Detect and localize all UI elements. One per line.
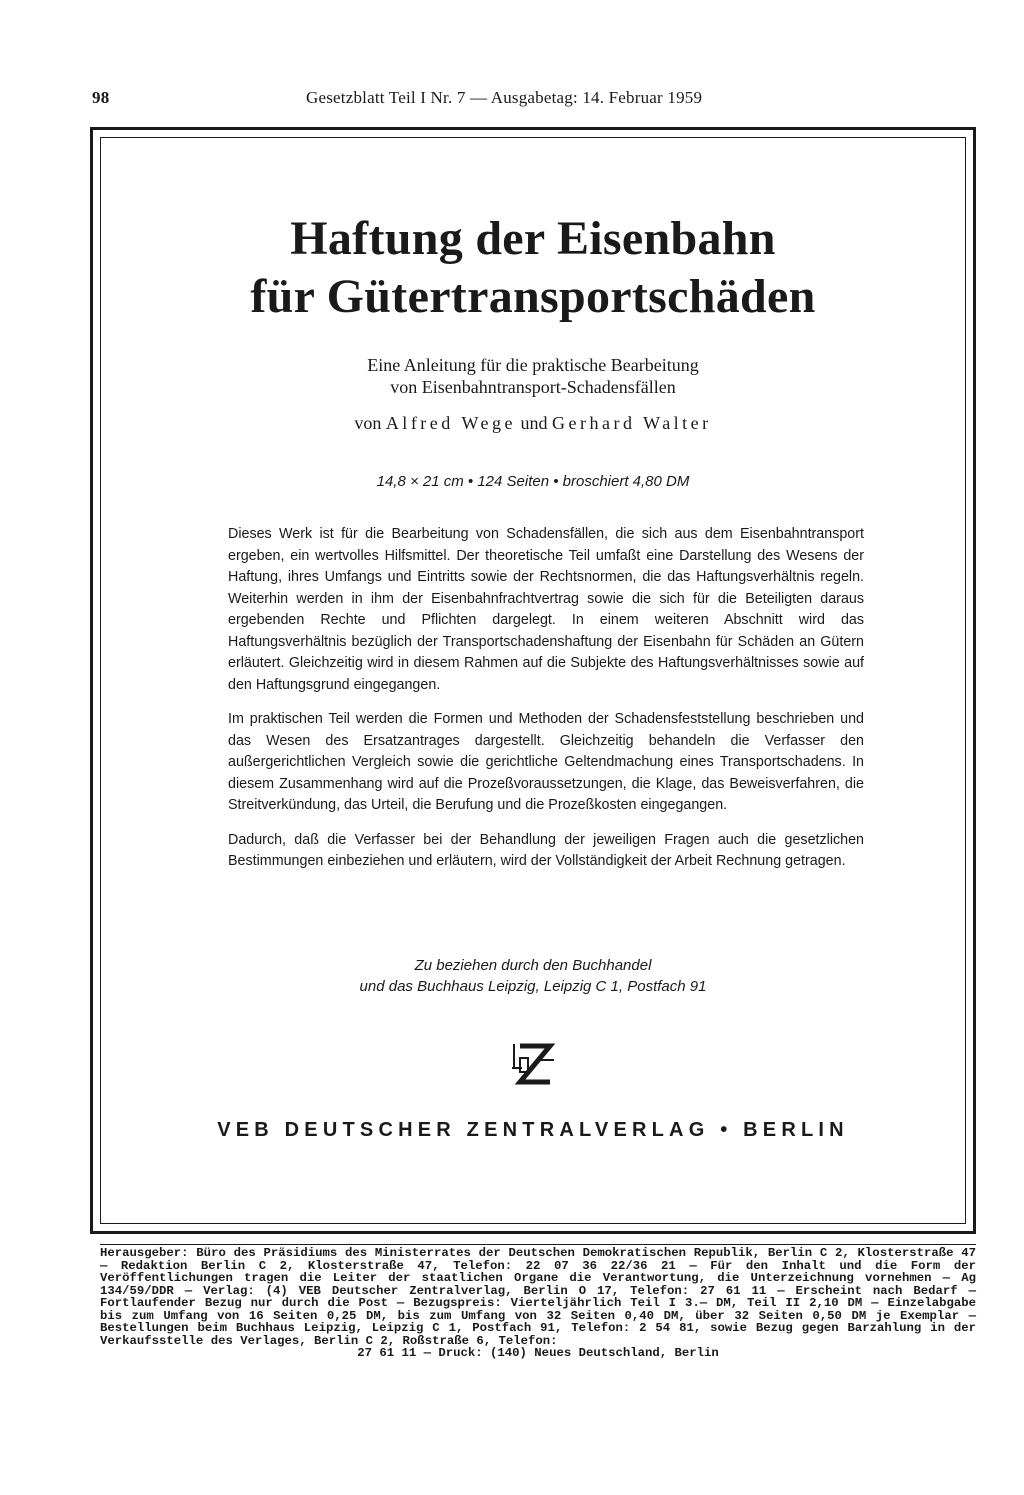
book-title (90, 210, 976, 326)
authors-prefix: von (354, 413, 382, 433)
order-line-2: und das Buchhaus Leipzig, Leipzig C 1, Postfach 91 (359, 978, 707, 995)
description-paragraph-2: Im praktischen Teil werden die Formen und Methoden der Schadensfeststellung beschrieben und das Wesen des Ersatzantrages dargestellt. Gleichzeitig behandeln die Verfasser den außergerichtlichen Vergleich sowie die gerichtliche Geltendmachung eines Transportschadens. In diesem Zusammenhang wird auf die Prozeßvoraussetzungen, die Klage, das Beweisverfahren, die Streitverkündung, das Urteil, die Berufung und die Prozeßkosten eingegangen. (228, 711, 864, 813)
order-info (90, 955, 976, 997)
page-number: 98 (92, 88, 110, 107)
imprint (100, 1247, 976, 1360)
subtitle-line-1: Eine Anleitung für die praktische Bearbeitung (367, 355, 699, 375)
book-specs: 14,8 × 21 cm • 124 Seiten • broschiert 4,80 DM (376, 473, 690, 490)
book-subtitle (90, 354, 976, 398)
publisher-logo-icon (506, 1038, 560, 1092)
publisher-name: VEB DEUTSCHER ZENTRALVERLAG • BERLIN (217, 1119, 849, 1141)
author-2: Gerhard Walter (552, 413, 712, 433)
running-title: Gesetzblatt Teil I Nr. 7 — Ausgabetag: 14. Februar 1959 (306, 88, 703, 107)
imprint-last-line: 27 61 11 — Druck: (140) Neues Deutschland, Berlin (357, 1346, 719, 1360)
book-authors (90, 413, 976, 434)
description-paragraph-1: Dieses Werk ist für die Bearbeitung von Schadensfällen, die sich aus dem Eisenbahntransport ergeben, ein wertvolles Hilfsmittel. Der theoretische Teil umfaßt eine Darstellung des Wesens der Haftung, ihres Umfangs und Eintritts sowie der Rechtsnormen, die das Haftungsverhältnis regeln. Weiterhin werden in ihm der Eisenbahnfrachtvertrag sowie die sich für die Beteiligten daraus ergebenden Rechte und Pflichten dargelegt. In einem weiteren Abschnitt wird das Haftungsverhältnis bezüglich der Transportschadenshaftung der Eisenbahn für Schäden an Gütern erläutert. Gleichzeitig wird in diesem Rahmen auf die Subjekte des Haftungsverhältnisses sowie auf den Haftungsgrund eingegangen. (228, 526, 864, 693)
book-description (228, 524, 864, 886)
running-header (92, 88, 792, 112)
imprint-divider (100, 1244, 976, 1245)
subtitle-line-2: von Eisenbahntransport-Schadensfällen (390, 377, 676, 397)
book-title-line-1: Haftung der Eisenbahn (290, 212, 776, 265)
authors-and: und (520, 413, 548, 433)
imprint-text: Herausgeber: Büro des Präsidiums des Ministerrates der Deutschen Demokratischen Republik, Berlin C 2, Klosterstraße 47 — Redaktion Berlin C 2, Klosterstraße 47, Telefon: 22 07 36 22/36 21 — Für den Inhalt und die Form der Veröffentlichungen tragen die Leiter der staatlichen Organe die Verantwortung, die Unterzeichnung vornehmen — Ag 134/59/DDR — Verlag: (4) VEB Deutscher Zentralverlag, Berlin O 17, Telefon: 27 61 11 — Erscheint nach Bedarf — Fortlaufender Bezug nur durch die Post — Bezugspreis: Vierteljährlich Teil I 3.— DM, Teil II 2,10 DM — Einzelabgabe bis zum Umfang von 16 Seiten 0,25 DM, bis zum Umfang von 32 Seiten 0,40 DM, über 32 Seiten 0,50 DM je Exemplar — Bestellungen beim Buchhaus Leipzig, Leipzig C 1, Postfach 91, Telefon: 2 54 81, sowie Bezug gegen Barzahlung in der Verkaufsstelle des Verlages, Berlin C 2, Roßstraße 6, Telefon: (100, 1246, 976, 1348)
order-line-1: Zu beziehen durch den Buchhandel (414, 957, 652, 974)
author-1: Alfred Wege (385, 413, 516, 433)
book-title-line-2: für Gütertransportschäden (250, 270, 816, 323)
description-paragraph-3: Dadurch, daß die Verfasser bei der Behandlung der jeweiligen Fragen auch die gesetzlichen Bestimmungen einbeziehen und erläutern, wird der Vollständigkeit der Arbeit Rechnung getragen. (228, 831, 864, 869)
